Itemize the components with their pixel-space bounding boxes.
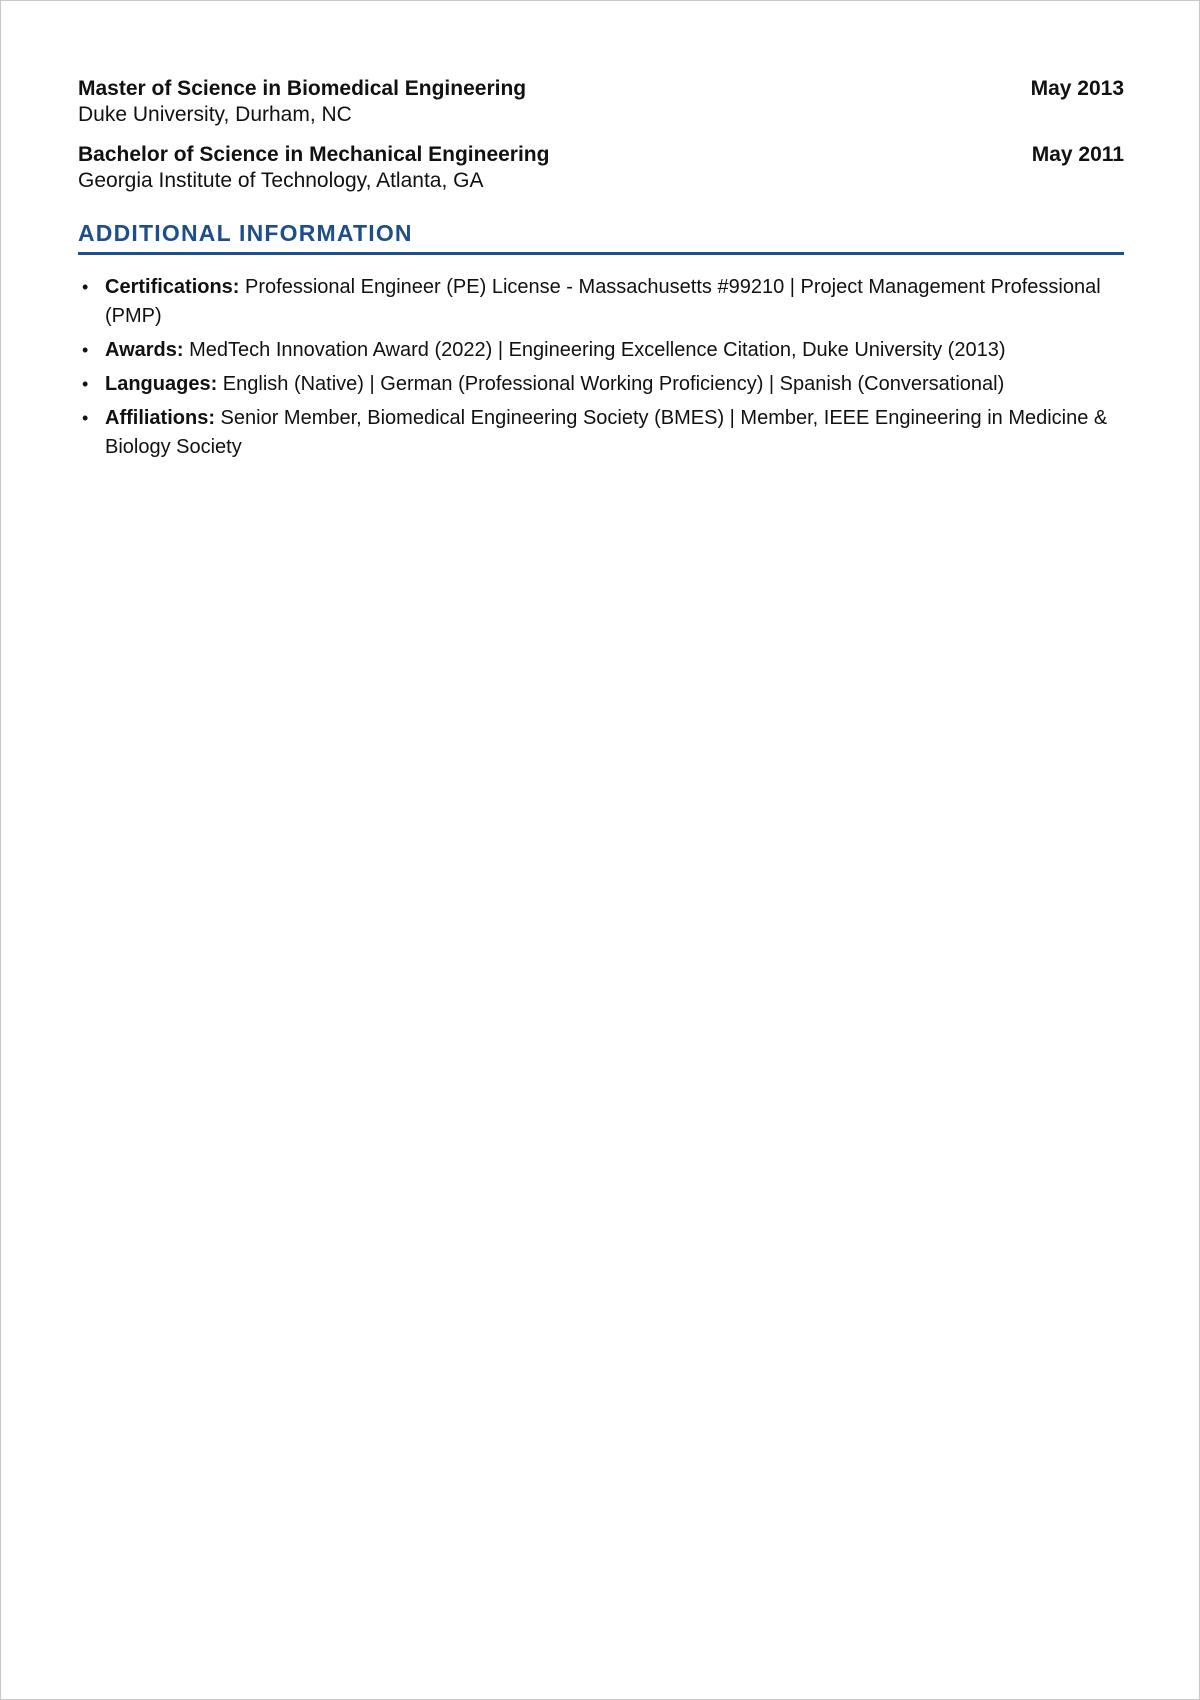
bullet-icon: • — [82, 340, 89, 360]
list-item-awards — [78, 336, 1124, 365]
item-text: MedTech Innovation Award (2022) | Engineering Excellence Citation, Duke University (2013) — [189, 339, 1006, 361]
item-text: English (Native) | German (Professional Working Proficiency) | Spanish (Conversational) — [222, 373, 1005, 395]
bullet-icon: • — [82, 408, 89, 428]
education-entry-header — [78, 142, 1124, 168]
item-label: Certifications: — [105, 276, 246, 298]
list-item-languages — [78, 370, 1124, 399]
school-name: Georgia Institute of Technology, Atlanta, GA — [78, 169, 484, 192]
additional-information-list — [78, 273, 1124, 462]
list-item-affiliations — [78, 404, 1124, 462]
degree-title: Bachelor of Science in Mechanical Engineering — [78, 143, 550, 166]
education-entry — [78, 142, 1124, 194]
item-label: Languages: — [105, 373, 223, 395]
item-label: Affiliations: — [105, 407, 221, 429]
list-item-certifications — [78, 273, 1124, 331]
item-text: Professional Engineer (PE) License - Massachusetts #99210 | Project Management Professional (PMP) — [105, 276, 1101, 327]
resume-content — [78, 76, 1124, 467]
graduation-date: May 2011 — [1031, 143, 1124, 166]
section-title-additional-information: ADDITIONAL INFORMATION — [78, 218, 1124, 255]
bullet-icon: • — [82, 277, 89, 297]
bullet-icon: • — [82, 374, 89, 394]
graduation-date: May 2013 — [1030, 77, 1124, 100]
item-label: Awards: — [105, 339, 190, 361]
education-entry — [78, 76, 1124, 128]
degree-title: Master of Science in Biomedical Engineering — [78, 77, 527, 100]
education-entry-header — [78, 76, 1124, 102]
school-name: Duke University, Durham, NC — [78, 103, 352, 126]
item-text: Senior Member, Biomedical Engineering Society (BMES) | Member, IEEE Engineering in Medicine & Biology Society — [105, 407, 1108, 458]
